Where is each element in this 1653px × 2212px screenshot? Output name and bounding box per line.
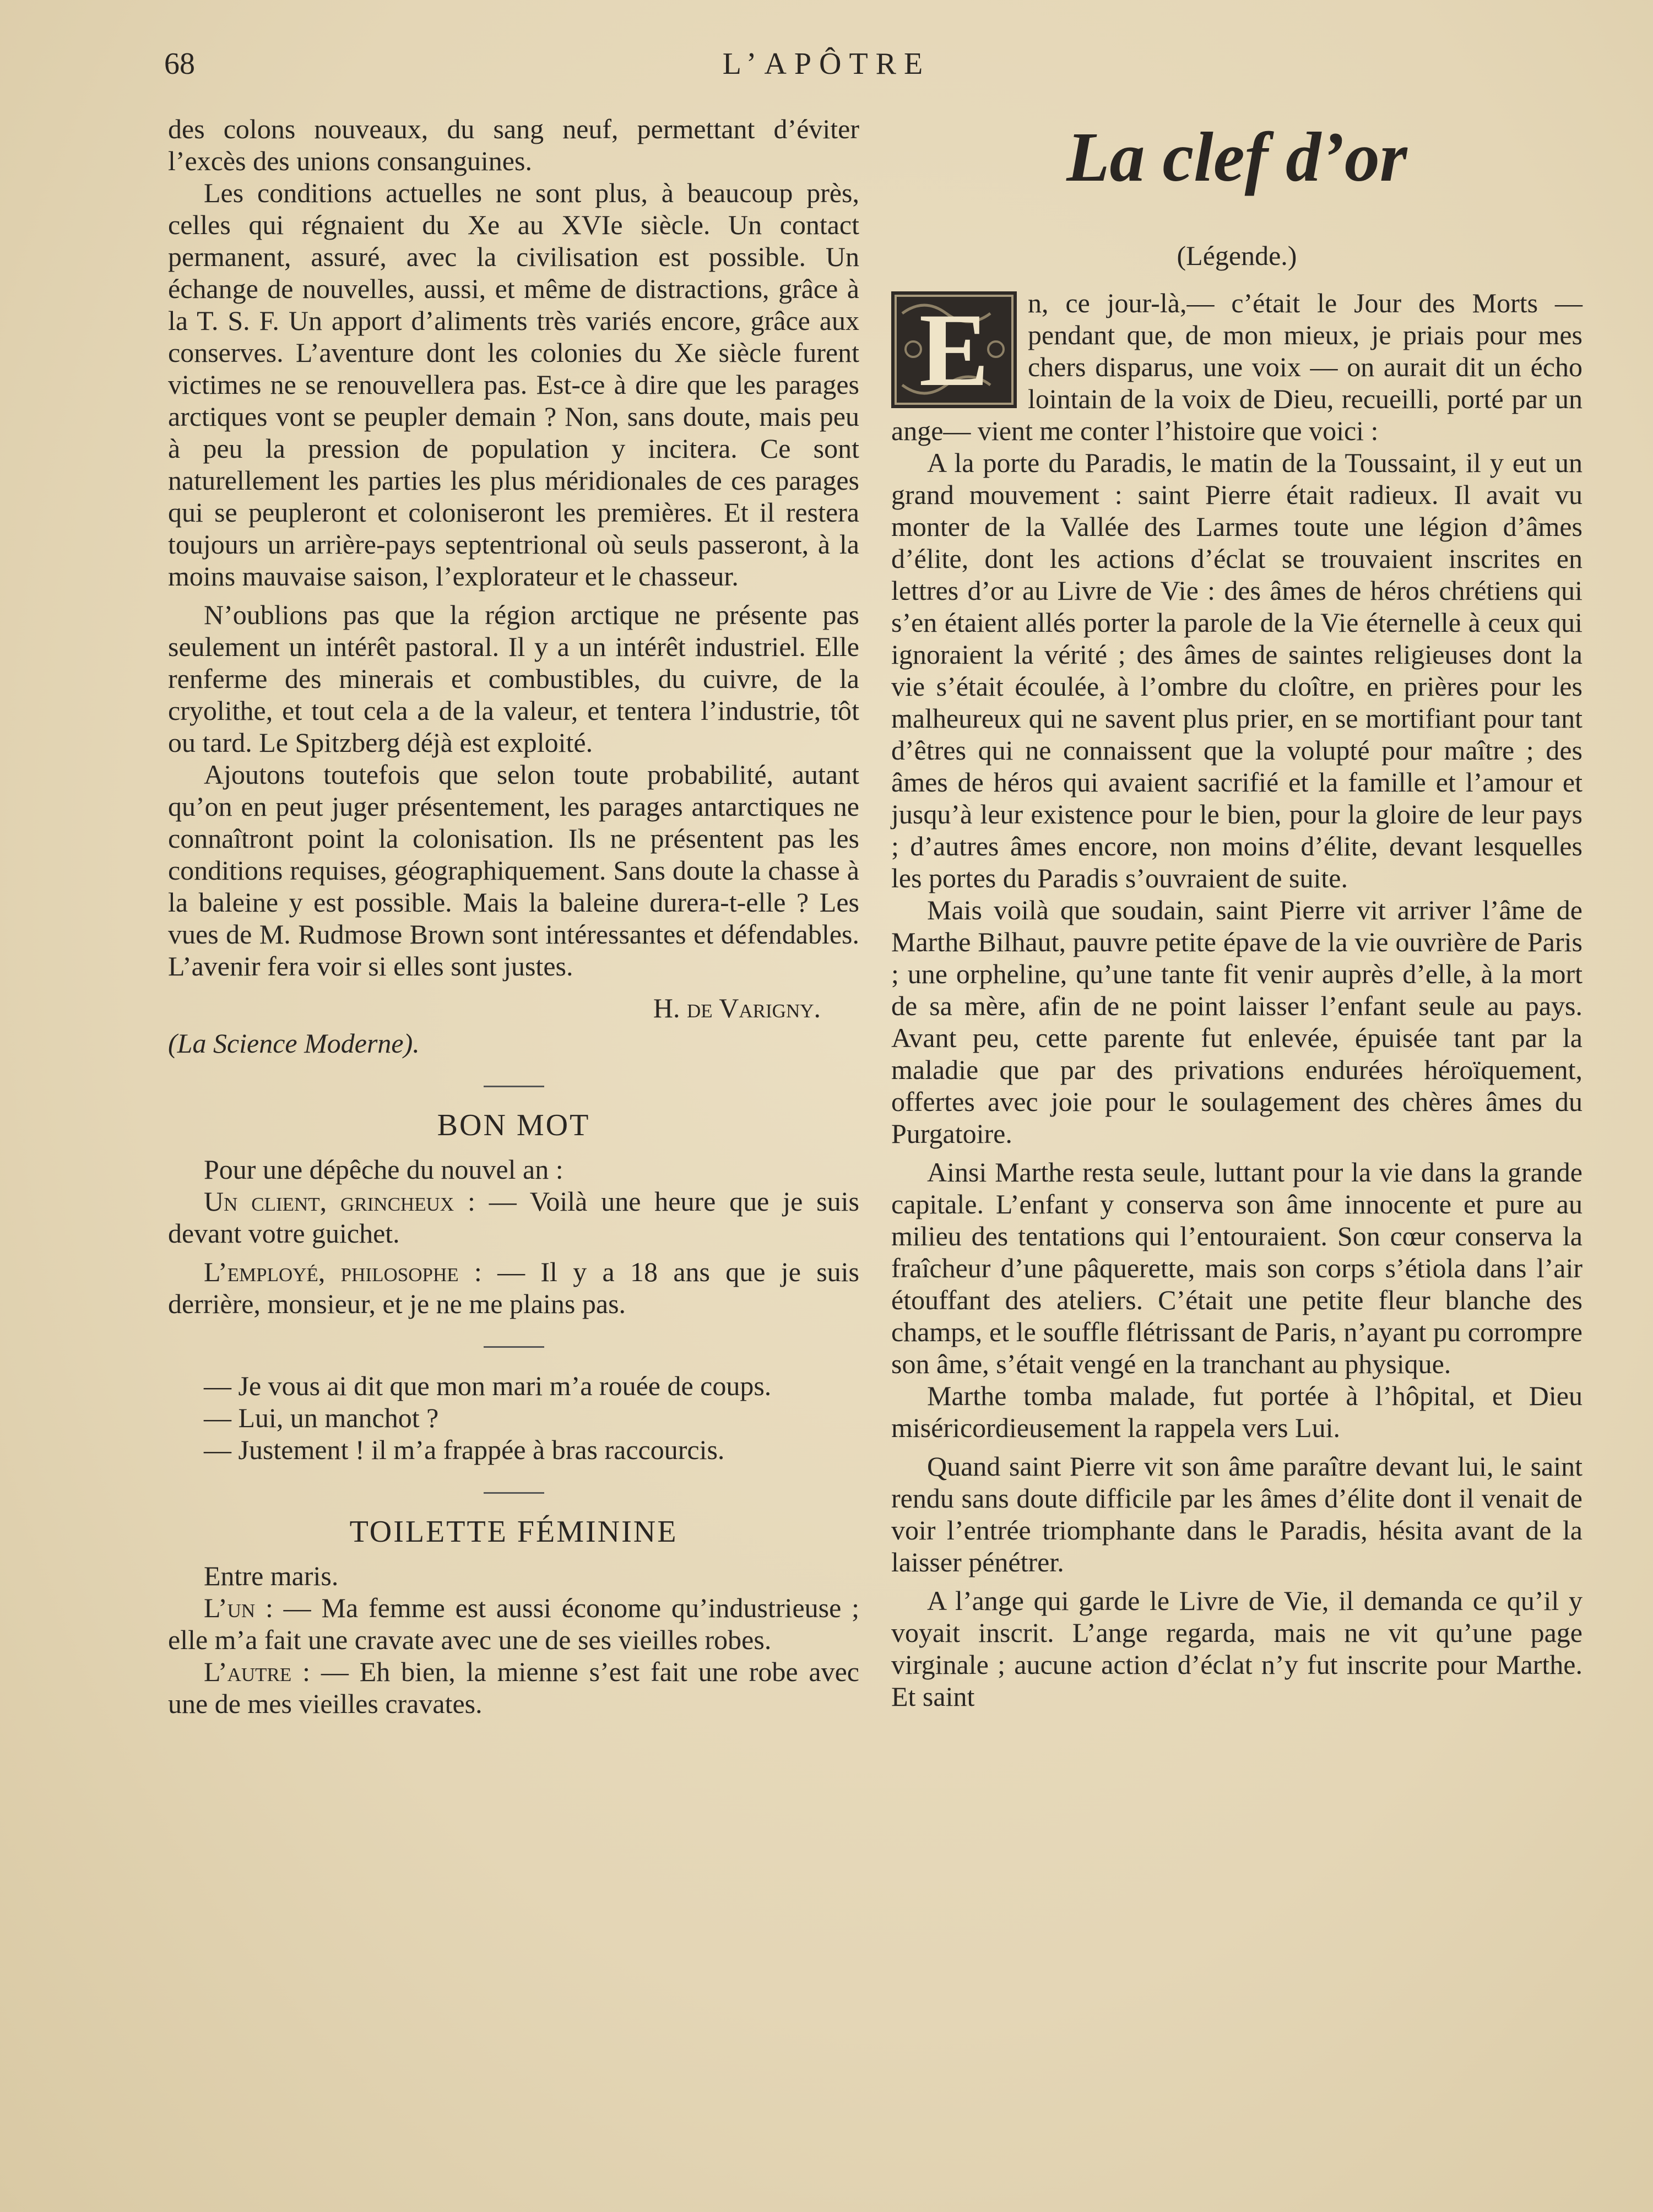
article-title: La clef d’or (1066, 118, 1407, 196)
left-column (168, 113, 859, 1720)
right-paragraph-5: Marthe tomba malade, fut portée à l’hôpital, et Dieu miséricordieusement la rappela vers Lui. (891, 1380, 1582, 1443)
toilette-heading: TOILETTE FÉMININE (349, 1515, 678, 1549)
toilette-dialogue (168, 1560, 859, 1720)
running-title: L’APÔTRE (722, 47, 931, 81)
right-paragraph-3: Mais voilà que soudain, saint Pierre vit arriver l’âme de Marthe Bilhaut, pauvre petite épave de la vie ouvrière de Paris ; une orpheline, qu’une tante fit venir auprès d’elle, à la mort de sa mère, afin de ne point laisser l’enfant seule au pays. Avant peu, cette parente fut enlevée, épuisée tant par la maladie que par des privations endurées héroïquement, offertes avec joie pour le soulagement des chères âmes du Purgatoire. (891, 894, 1582, 1149)
page-number: 68 (164, 47, 195, 81)
speaker-client: Un client, grincheux (204, 1186, 454, 1217)
left-paragraph-1: des colons nouveaux, du sang neuf, permettant d’éviter l’excès des unions consanguines. (168, 113, 859, 176)
right-column (891, 113, 1582, 1712)
bon-mot-heading: BON MOT (437, 1108, 590, 1142)
ornamental-dropcap (891, 291, 1017, 408)
joke-line-1: — Je vous ai dit que mon mari m’a rouée de coups. (204, 1370, 772, 1401)
left-paragraph-2: Les conditions actuelles ne sont plus, à beaucoup près, celles qui régnaient du Xe au XVIe siècle. Un contact permanent, assuré, avec la civilisation est possible. Un échange de nouvelles, aussi, et même de distractions, grâce à la T. S. F. Un apport d’aliments très variés encore, grâce aux conserves. L’aventure dont les colonies du Xe siècle furent victimes ne se renouvellera pas. Est-ce à dire que les parages arctiques vont se peupler demain ? Non, sans doute, mais peu à peu la pression de population y incitera. Ce sont naturellement les parties les plus méridionales de ces parages qui se peupleront et coloniseront les premières. Et il restera toujours un arrière-pays septentrional où seuls passeront, à la moins mauvaise saison, l’explorateur et le chasseur. (168, 177, 859, 592)
un-remark: : — Ma femme est aussi économe qu’industrieuse ; elle m’a fait une cravate avec une de ses vieilles robes. (168, 1592, 859, 1655)
autre-remark: : — Eh bien, la mienne s’est fait une robe avec une de mes vieilles cravates. (168, 1656, 859, 1719)
article-subtitle: (Légende.) (1177, 240, 1297, 271)
toilette-line-2 (168, 1656, 859, 1720)
bon-mot-intro: Pour une dépêche du nouvel an : (204, 1154, 563, 1185)
client-remark: : — Voilà une heure que je suis devant votre guichet. (168, 1186, 859, 1249)
toilette-intro: Entre maris. (204, 1560, 339, 1591)
bon-mot-line-1 (168, 1185, 859, 1249)
employe-remark: : — Il y a 18 ans que je suis derrière, monsieur, et je ne me plains pas. (168, 1256, 859, 1319)
right-paragraph-1: n, ce jour-là,— c’était le Jour des Morts — pendant que, de mon mieux, je priais pour mes chers disparus, une voix — on aurait dit un écho lointain de la voix de Dieu, recueilli, porté par un ange— vient me conter l’histoire que voici : (891, 288, 1582, 446)
opening-paragraph-block (891, 287, 1582, 447)
section-divider (484, 1086, 544, 1087)
dropcap-letter: E (919, 292, 989, 408)
bon-mot-line-2 (168, 1256, 859, 1320)
section-divider (484, 1346, 544, 1348)
right-paragraph-6: Quand saint Pierre vit son âme paraître devant lui, le saint rendu sans doute difficile par les âmes d’élite dont il venait de voir l’entrée triomphante dans le Paradis, hésita avant de la laisser pénétrer. (891, 1451, 1582, 1577)
joke-dialogue (168, 1370, 859, 1466)
toilette-line-1 (168, 1592, 859, 1656)
section-divider (484, 1492, 544, 1494)
speaker-employe: L’employé, philosophe (204, 1256, 459, 1287)
right-paragraph-7: A l’ange qui garde le Livre de Vie, il demanda ce qu’il y voyait inscrit. L’ange regarda, mais ne vit qu’une page virginale ; aucune action d’éclat n’y fut inscrite pour Marthe. Et saint (891, 1585, 1582, 1712)
author-signature: H. de Varigny. (653, 993, 821, 1023)
speaker-autre: L’autre (204, 1656, 292, 1687)
source-citation: (La Science Moderne). (168, 1028, 420, 1059)
joke-line-3: — Justement ! il m’a frappée à bras raccourcis. (204, 1434, 725, 1465)
left-paragraph-3: N’oublions pas que la région arctique ne présente pas seulement un intérêt pastoral. Il y a un intérêt industriel. Elle renferme des minerais et combustibles, du cuivre, de la cryolithe, et tout cela a de la valeur, et tentera l’industrie, tôt ou tard. Le Spitzberg déjà est exploité. (168, 599, 859, 758)
running-head (160, 43, 1493, 87)
speaker-un: L’un (204, 1592, 256, 1623)
right-paragraph-2: A la porte du Paradis, le matin de la Toussaint, il y eut un grand mouvement : saint Pierre était radieux. Il avait vu monter de la Vallée des Larmes toute une légion d’âmes d’élite, dont les actions d’éclat se trouvaient inscrites en lettres d’or au Livre de Vie : des âmes de héros chrétiens qui s’en étaient allés porter la parole de la Vie éternelle à ceux qui ignoraient la vérité ; des âmes de saintes religieuses dont la vie s’était écoulée, à l’ombre du cloître, en prières pour les malheureux qui ne savent plus prier, en se mortifiant pour tant d’êtres qui ne connaissent que la volupté pour maître ; des âmes de héros qui avaient sacrifié et la famille et l’amour et jusqu’à leur existence pour le bien, pour la gloire de leur pays ; d’autres âmes encore, non moins d’élite, devant lesquelles les portes du Paradis s’ouvraient de suite. (891, 447, 1582, 893)
joke-line-2: — Lui, un manchot ? (204, 1402, 439, 1433)
bon-mot-dialogue (168, 1153, 859, 1320)
right-paragraph-4: Ainsi Marthe resta seule, luttant pour la vie dans la grande capitale. L’enfant y conserva son âme innocente et pure au milieu des tentations qui l’entouraient. Son cœur conserva la fraîcheur d’une pâquerette, mais son corps s’étiola dans l’air étouffant des ateliers. C’était une petite fleur blanche des champs, et le souffle flétrissant de Paris, n’ayant pu corrompre son âme, s’était vengé en la tranchant au physique. (891, 1157, 1582, 1379)
left-paragraph-4: Ajoutons toutefois que selon toute probabilité, autant qu’on en peut juger présentement, les parages antarctiques ne connaîtront point la colonisation. Ils ne présentent pas les conditions requises, géographiquement. Sans doute la chasse à la baleine y est possible. Mais la baleine durera-t-elle ? Les vues de M. Rudmose Brown sont intéressantes et défendables. L’avenir fera voir si elles sont justes. (168, 759, 859, 982)
